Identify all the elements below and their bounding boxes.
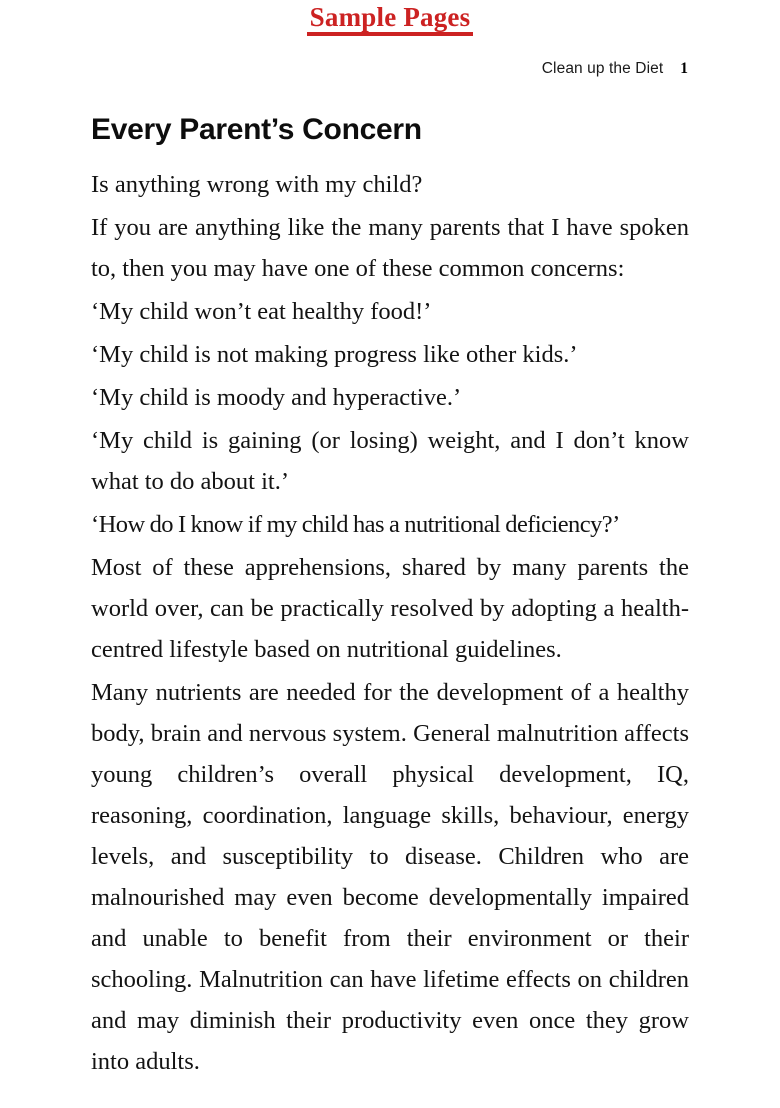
paragraph-opening-question: Is anything wrong with my child? [91, 171, 423, 198]
quote-item-1: ‘My child won’t eat healthy food!’ [91, 298, 432, 325]
paragraph-apprehensions: Most of these apprehensions, shared by many parents the world over, can be practically resolved by adopting a health-centred lifestyle based on nutritional guidelines. [91, 554, 689, 663]
quote-item-3: ‘My child is moody and hyperactive.’ [91, 384, 462, 411]
running-head-chapter-title: Clean up the Diet [541, 60, 664, 77]
paragraph-intro: If you are anything like the many parents that I have spoken to, then you may have one of these common concerns: [91, 214, 689, 282]
sample-pages-watermark [0, 2, 780, 36]
running-head [91, 60, 688, 78]
quote-item-2: ‘My child is not making progress like other kids.’ [91, 341, 578, 368]
page-title: Every Parent’s Concern [91, 113, 422, 146]
page-number: 1 [680, 60, 688, 77]
page-body-column [91, 112, 689, 1084]
quote-item-4: ‘My child is gaining (or losing) weight, and I don’t know what to do about it.’ [91, 427, 689, 495]
paragraph-nutrients: Many nutrients are needed for the development of a healthy body, brain and nervous system. General malnutrition affects young children’s overall physical development, IQ, reasoning, coordination, language skills, behaviour, energy levels, and susceptibility to disease. Children who are malnourished may even become developmentally impaired and unable to benefit from their environment or their schooling. Malnutrition can have lifetime effects on children and may diminish their productivity even once they grow into adults. [91, 679, 689, 1075]
sample-pages-label: Sample Pages [307, 2, 474, 36]
quote-item-5: ‘How do I know if my child has a nutritional deficiency?’ [91, 511, 620, 538]
